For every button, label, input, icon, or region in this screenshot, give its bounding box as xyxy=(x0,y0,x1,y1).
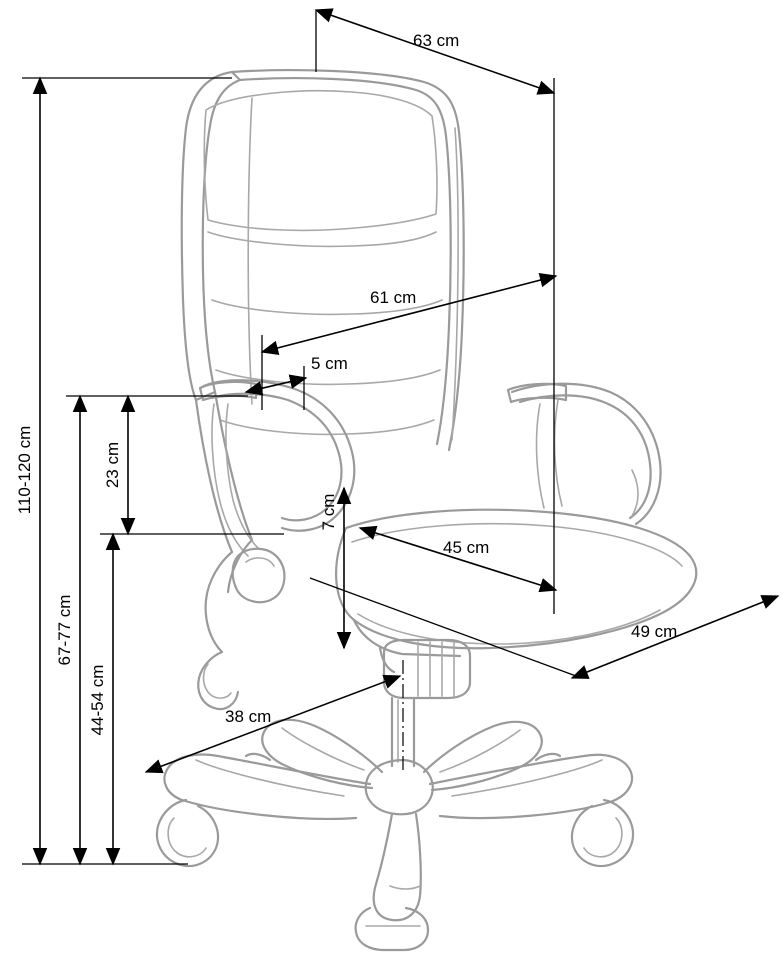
dimension-label-61cm: 61 cm xyxy=(370,288,417,307)
dimension-armrest-height xyxy=(66,396,284,534)
dimension-label-63cm: 63 cm xyxy=(413,31,460,50)
dimension-label-67-77cm: 67-77 cm xyxy=(55,594,74,666)
dimension-seat-depth xyxy=(310,578,778,678)
dimension-seat-height xyxy=(88,534,113,864)
dimension-label-23cm: 23 cm xyxy=(103,441,122,489)
dimension-label-49cm: 49 cm xyxy=(631,622,678,641)
dimension-label-45cm: 45 cm xyxy=(443,538,490,557)
dimension-seat-width xyxy=(360,528,556,590)
dimension-label-110-120cm: 110-120 cm xyxy=(15,425,34,515)
dimension-label-38cm: 38 cm xyxy=(225,707,272,726)
dimension-backrest-top-height xyxy=(55,396,80,864)
dimension-label-5cm: 5 cm xyxy=(311,354,348,373)
dimension-label-7cm: 7 cm xyxy=(319,493,338,531)
dimension-label-44-54cm: 44-54 cm xyxy=(88,664,107,736)
dimension-backrest-height xyxy=(262,276,556,410)
dimension-total-height xyxy=(15,78,232,864)
chair-illustration xyxy=(157,70,696,950)
